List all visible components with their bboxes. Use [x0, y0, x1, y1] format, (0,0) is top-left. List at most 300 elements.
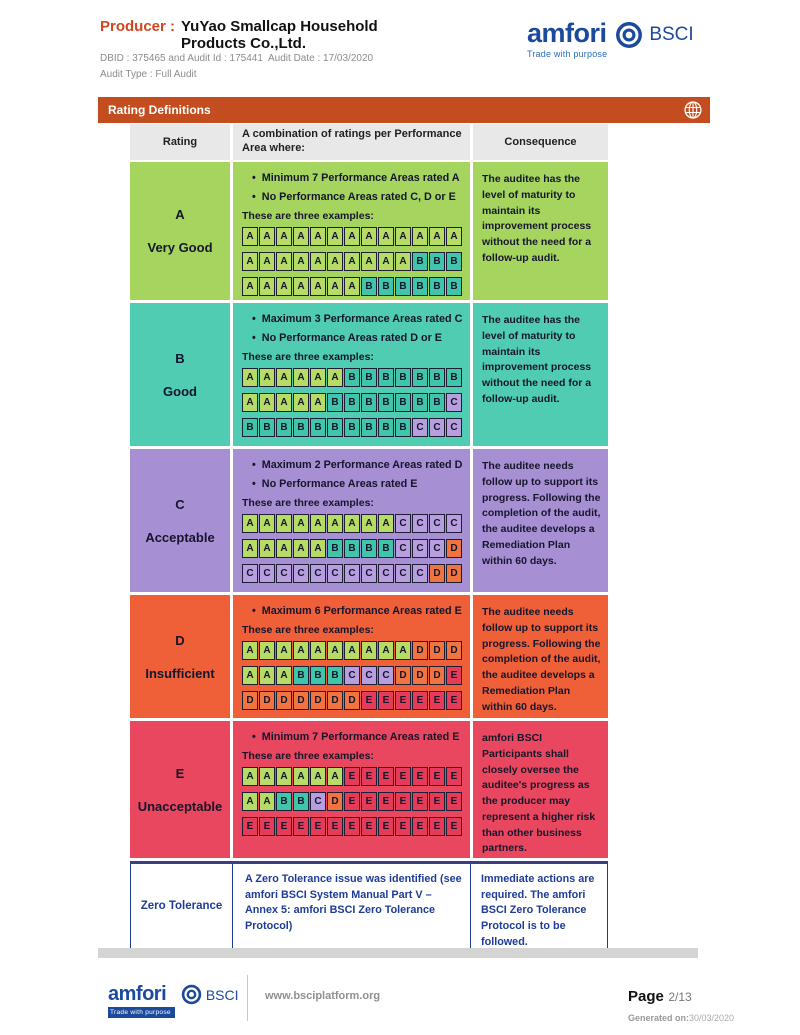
grade-box-C: C: [361, 666, 377, 685]
example-strip: [242, 641, 466, 660]
grade-box-B: B: [412, 277, 428, 296]
grade-box-A: A: [259, 393, 275, 412]
rating-label: Acceptable: [145, 529, 215, 545]
grade-box-A: A: [242, 227, 258, 246]
rating-grade: C: [175, 496, 185, 512]
grade-box-E: E: [378, 767, 394, 786]
grade-box-E: E: [344, 792, 360, 811]
bullet-text: Maximum 6 Performance Areas rated E: [261, 605, 462, 617]
footer-amfori-wordmark: amfori: [108, 983, 167, 1005]
grade-box-B: B: [429, 368, 445, 387]
grade-box-D: D: [412, 641, 428, 660]
grade-box-C: C: [429, 539, 445, 558]
footer-bsci-wordmark: BSCI: [205, 987, 239, 1003]
grade-box-A: A: [259, 252, 275, 271]
grade-box-E: E: [361, 767, 377, 786]
grade-box-D: D: [395, 666, 411, 685]
grade-box-B: B: [378, 277, 394, 296]
bsci-wordmark: BSCI: [649, 24, 694, 45]
rating-rows: [130, 162, 608, 858]
grade-box-C: C: [412, 564, 428, 583]
grade-box-E: E: [310, 817, 326, 836]
grade-box-B: B: [429, 277, 445, 296]
grade-box-A: A: [344, 641, 360, 660]
grade-box-A: A: [327, 227, 343, 246]
grade-box-E: E: [446, 767, 462, 786]
combination-cell-E: [233, 721, 470, 858]
grade-box-A: A: [242, 393, 258, 412]
bullet-item: [242, 459, 466, 471]
grade-box-E: E: [327, 817, 343, 836]
example-strip: [242, 252, 466, 271]
bullet-icon: •: [252, 731, 256, 743]
grade-box-B: B: [378, 539, 394, 558]
grade-box-D: D: [242, 691, 258, 710]
grade-box-B: B: [395, 277, 411, 296]
rating-label: Unacceptable: [137, 798, 223, 814]
footer-page: [628, 988, 692, 1006]
rating-grade: E: [175, 765, 185, 781]
grade-box-A: A: [259, 767, 275, 786]
grade-box-A: A: [361, 227, 377, 246]
grade-box-A: A: [242, 767, 258, 786]
header-combination: A combination of ratings per Performance Area where:: [233, 124, 470, 160]
grade-box-D: D: [446, 641, 462, 660]
grade-box-A: A: [259, 277, 275, 296]
amfori-wordmark: amfori: [527, 18, 607, 48]
grade-box-C: C: [378, 564, 394, 583]
example-strip: [242, 666, 466, 685]
grade-box-B: B: [344, 418, 360, 437]
grade-box-B: B: [327, 666, 343, 685]
grade-box-A: A: [259, 641, 275, 660]
bullet-icon: •: [252, 478, 256, 490]
grade-box-E: E: [344, 767, 360, 786]
grade-box-D: D: [446, 539, 462, 558]
grade-box-A: A: [293, 252, 309, 271]
grade-box-B: B: [446, 277, 462, 296]
rating-row-A: [130, 162, 608, 300]
grade-box-B: B: [429, 252, 445, 271]
section-title: Rating Definitions: [108, 103, 211, 117]
bullet-icon: •: [252, 313, 256, 325]
bullet-icon: •: [252, 605, 256, 617]
grade-box-A: A: [293, 227, 309, 246]
grade-box-A: A: [310, 368, 326, 387]
combination-cell-C: [233, 449, 470, 592]
amfori-bsci-logo: [527, 20, 694, 59]
grade-box-B: B: [361, 277, 377, 296]
bullet-icon: •: [252, 332, 256, 344]
rating-grade: A: [175, 207, 185, 222]
grade-box-A: A: [310, 514, 326, 533]
grade-box-A: A: [327, 368, 343, 387]
grade-box-A: A: [327, 252, 343, 271]
footer-amfori-bsci-logo: [108, 984, 239, 1018]
grade-box-A: A: [242, 514, 258, 533]
bullet-item: [242, 313, 466, 325]
example-strip: [242, 514, 466, 533]
grade-box-E: E: [378, 817, 394, 836]
rating-label: Good: [163, 383, 197, 399]
bullet-text: Minimum 7 Performance Areas rated E: [261, 731, 460, 743]
grade-box-A: A: [412, 227, 428, 246]
header-rating: Rating: [130, 124, 230, 160]
grade-box-E: E: [395, 691, 411, 710]
example-strip: [242, 817, 466, 836]
examples-label: These are three examples:: [242, 624, 374, 636]
grade-box-A: A: [276, 641, 292, 660]
grade-box-C: C: [276, 564, 292, 583]
grade-box-C: C: [259, 564, 275, 583]
grade-box-E: E: [412, 817, 428, 836]
grade-box-A: A: [395, 227, 411, 246]
grade-box-B: B: [446, 252, 462, 271]
grade-box-A: A: [259, 539, 275, 558]
rating-row-D: [130, 595, 608, 718]
grade-box-C: C: [446, 418, 462, 437]
grade-box-C: C: [395, 514, 411, 533]
grade-box-A: A: [361, 514, 377, 533]
page-bottom-band: [98, 948, 698, 958]
grade-box-C: C: [344, 564, 360, 583]
grade-box-A: A: [259, 792, 275, 811]
grade-box-B: B: [276, 792, 292, 811]
grade-box-C: C: [446, 514, 462, 533]
grade-box-C: C: [446, 393, 462, 412]
bullet-item: [242, 172, 466, 184]
rating-cell-A: [130, 162, 230, 300]
grade-box-A: A: [344, 277, 360, 296]
grade-box-A: A: [242, 792, 258, 811]
grade-box-E: E: [429, 691, 445, 710]
grade-box-A: A: [310, 252, 326, 271]
grade-box-E: E: [293, 817, 309, 836]
grade-box-D: D: [429, 666, 445, 685]
bullet-text: No Performance Areas rated C, D or E: [261, 191, 456, 203]
grade-box-A: A: [310, 641, 326, 660]
example-strip: [242, 564, 466, 583]
grade-box-D: D: [446, 564, 462, 583]
grade-box-A: A: [276, 666, 292, 685]
grade-box-A: A: [344, 227, 360, 246]
grade-box-E: E: [378, 792, 394, 811]
grade-box-A: A: [276, 227, 292, 246]
grade-box-E: E: [429, 767, 445, 786]
grade-box-B: B: [327, 393, 343, 412]
grade-box-B: B: [378, 393, 394, 412]
bullet-text: Maximum 3 Performance Areas rated C: [261, 313, 463, 325]
grade-box-E: E: [395, 767, 411, 786]
grade-box-A: A: [361, 252, 377, 271]
rating-cell-D: [130, 595, 230, 718]
grade-box-B: B: [412, 368, 428, 387]
footer-generated: [628, 1013, 734, 1023]
rating-grade: D: [175, 632, 185, 648]
grade-box-D: D: [429, 564, 445, 583]
grade-box-B: B: [361, 539, 377, 558]
grade-box-A: A: [259, 514, 275, 533]
grade-box-D: D: [327, 691, 343, 710]
example-strip: [242, 368, 466, 387]
grade-box-A: A: [276, 767, 292, 786]
grade-box-C: C: [412, 418, 428, 437]
grade-box-C: C: [344, 666, 360, 685]
examples-label: These are three examples:: [242, 351, 374, 363]
producer-name: YuYao Smallcap Household Products Co.,Ltd.: [181, 18, 378, 53]
logo-tagline: Trade with purpose: [527, 49, 608, 59]
grade-box-A: A: [276, 539, 292, 558]
rating-grade: B: [175, 350, 185, 366]
generated-label: Generated on:: [628, 1013, 690, 1023]
example-strip: [242, 227, 466, 246]
footer-divider: [247, 975, 248, 1021]
grade-box-C: C: [293, 564, 309, 583]
grade-box-A: A: [259, 666, 275, 685]
grade-box-E: E: [276, 817, 292, 836]
bullet-text: Minimum 7 Performance Areas rated A: [261, 172, 460, 184]
grade-box-A: A: [242, 368, 258, 387]
consequence-cell-D: The auditee needs follow up to support its progress. Following the completion of the audit, the auditee develops a Remediation Plan within 60 days.: [473, 595, 608, 718]
grade-box-E: E: [429, 792, 445, 811]
grade-box-D: D: [259, 691, 275, 710]
combination-cell-A: [233, 162, 470, 300]
grade-box-B: B: [327, 418, 343, 437]
grade-box-C: C: [429, 514, 445, 533]
example-strip: [242, 418, 466, 437]
examples-label: These are three examples:: [242, 497, 374, 509]
grade-box-B: B: [293, 418, 309, 437]
grade-box-A: A: [259, 368, 275, 387]
generated-date: 30/03/2020: [689, 1013, 735, 1023]
grade-box-A: A: [242, 666, 258, 685]
grade-box-E: E: [361, 792, 377, 811]
rating-cell-E: [130, 721, 230, 858]
grade-box-A: A: [378, 227, 394, 246]
footer-website: www.bsciplatform.org: [265, 990, 381, 1002]
grade-box-E: E: [395, 817, 411, 836]
grade-box-A: A: [327, 641, 343, 660]
grade-box-A: A: [276, 277, 292, 296]
grade-box-E: E: [395, 792, 411, 811]
grade-box-B: B: [378, 418, 394, 437]
bullet-item: [242, 478, 466, 490]
grade-box-C: C: [310, 564, 326, 583]
grade-box-D: D: [327, 792, 343, 811]
grade-box-C: C: [310, 792, 326, 811]
grade-box-A: A: [276, 393, 292, 412]
grade-box-A: A: [293, 539, 309, 558]
combination-cell-D: [233, 595, 470, 718]
rating-row-E: [130, 721, 608, 858]
grade-box-B: B: [395, 393, 411, 412]
example-strip: [242, 792, 466, 811]
grade-box-B: B: [412, 252, 428, 271]
grade-box-C: C: [361, 564, 377, 583]
grade-box-E: E: [344, 817, 360, 836]
examples-label: These are three examples:: [242, 750, 374, 762]
example-strip: [242, 691, 466, 710]
grade-box-B: B: [361, 368, 377, 387]
zero-tolerance-consequence: Immediate actions are required. The amfori BSCI Zero Tolerance Protocol is to be followed.: [470, 864, 608, 948]
grade-box-B: B: [242, 418, 258, 437]
grade-box-B: B: [378, 368, 394, 387]
grade-box-E: E: [378, 691, 394, 710]
grade-box-A: A: [327, 514, 343, 533]
grade-box-E: E: [446, 691, 462, 710]
grade-box-A: A: [446, 227, 462, 246]
grade-box-B: B: [344, 393, 360, 412]
grade-box-A: A: [293, 277, 309, 296]
grade-box-A: A: [242, 277, 258, 296]
grade-box-A: A: [276, 514, 292, 533]
grade-box-A: A: [378, 641, 394, 660]
bullet-icon: •: [252, 459, 256, 471]
grade-box-E: E: [429, 817, 445, 836]
grade-box-E: E: [361, 817, 377, 836]
rating-label: Insufficient: [145, 665, 215, 681]
grade-box-A: A: [310, 767, 326, 786]
globe-icon[interactable]: [683, 100, 703, 123]
grade-box-E: E: [412, 792, 428, 811]
grade-box-B: B: [310, 418, 326, 437]
grade-box-A: A: [327, 767, 343, 786]
grade-box-A: A: [276, 368, 292, 387]
bullet-text: No Performance Areas rated D or E: [261, 332, 442, 344]
grade-box-E: E: [361, 691, 377, 710]
grade-box-B: B: [429, 393, 445, 412]
grade-box-A: A: [378, 514, 394, 533]
grade-box-A: A: [293, 514, 309, 533]
grade-box-B: B: [395, 418, 411, 437]
grade-box-A: A: [242, 641, 258, 660]
grade-box-C: C: [378, 666, 394, 685]
table-header-row: [130, 124, 608, 160]
grade-box-A: A: [293, 767, 309, 786]
grade-box-A: A: [259, 227, 275, 246]
bullet-item: [242, 605, 466, 617]
grade-box-B: B: [310, 666, 326, 685]
grade-box-A: A: [242, 539, 258, 558]
grade-box-A: A: [327, 277, 343, 296]
grade-box-C: C: [242, 564, 258, 583]
bullet-icon: •: [252, 191, 256, 203]
grade-box-A: A: [293, 393, 309, 412]
grade-box-B: B: [361, 418, 377, 437]
grade-box-B: B: [412, 393, 428, 412]
bullet-item: [242, 191, 466, 203]
grade-box-A: A: [293, 641, 309, 660]
grade-box-D: D: [276, 691, 292, 710]
grade-box-E: E: [446, 817, 462, 836]
grade-box-A: A: [310, 277, 326, 296]
grade-box-B: B: [344, 368, 360, 387]
grade-box-B: B: [276, 418, 292, 437]
grade-box-D: D: [429, 641, 445, 660]
grade-box-A: A: [344, 252, 360, 271]
grade-box-D: D: [293, 691, 309, 710]
consequence-cell-C: The auditee needs follow up to support its progress. Following the completion of the audit, the auditee develops a Remediation Plan within 60 days.: [473, 449, 608, 592]
consequence-cell-A: The auditee has the level of maturity to maintain its improvement process without the need for a follow-up audit.: [473, 162, 608, 300]
grade-box-A: A: [429, 227, 445, 246]
zero-tolerance-combination: A Zero Tolerance issue was identified (see amfori BSCI System Manual Part V – Annex 5: amfori BSCI Zero Tolerance Protocol): [232, 864, 470, 948]
grade-box-A: A: [242, 252, 258, 271]
grade-box-C: C: [412, 514, 428, 533]
bullet-icon: •: [252, 172, 256, 184]
grade-box-B: B: [259, 418, 275, 437]
grade-box-A: A: [310, 539, 326, 558]
grade-box-E: E: [242, 817, 258, 836]
grade-box-B: B: [344, 539, 360, 558]
grade-box-E: E: [259, 817, 275, 836]
grade-box-A: A: [378, 252, 394, 271]
rating-cell-B: [130, 303, 230, 446]
rating-label: Very Good: [147, 240, 213, 255]
grade-box-B: B: [293, 792, 309, 811]
example-strip: [242, 539, 466, 558]
page-number: 2/13: [668, 990, 692, 1004]
producer-label: Producer :: [100, 18, 176, 35]
zero-tolerance-row: [130, 861, 608, 948]
grade-box-A: A: [310, 393, 326, 412]
grade-box-A: A: [310, 227, 326, 246]
rating-table: [130, 124, 608, 948]
bullet-text: No Performance Areas rated E: [261, 478, 418, 490]
grade-box-A: A: [344, 514, 360, 533]
grade-box-A: A: [293, 368, 309, 387]
examples-label: These are three examples:: [242, 210, 374, 222]
example-strip: [242, 277, 466, 296]
rating-row-C: [130, 449, 608, 592]
grade-box-B: B: [327, 539, 343, 558]
grade-box-B: B: [395, 368, 411, 387]
combination-cell-B: [233, 303, 470, 446]
grade-box-B: B: [361, 393, 377, 412]
grade-box-A: A: [361, 641, 377, 660]
amfori-ring-icon: [615, 21, 643, 54]
bullet-text: Maximum 2 Performance Areas rated D: [261, 459, 463, 471]
example-strip: [242, 393, 466, 412]
grade-box-A: A: [276, 252, 292, 271]
grade-box-D: D: [310, 691, 326, 710]
bullet-item: [242, 731, 466, 743]
grade-box-C: C: [412, 539, 428, 558]
rating-cell-C: [130, 449, 230, 592]
grade-box-C: C: [395, 564, 411, 583]
footer-logo-tagline: Trade with purpose: [108, 1007, 175, 1018]
bullet-item: [242, 332, 466, 344]
grade-box-E: E: [412, 767, 428, 786]
dbid-audit-id: DBID : 375465 and Audit Id : 175441: [100, 53, 263, 64]
zero-tolerance-label: Zero Tolerance: [130, 864, 232, 948]
grade-box-E: E: [446, 792, 462, 811]
grade-box-C: C: [395, 539, 411, 558]
grade-box-D: D: [344, 691, 360, 710]
example-strip: [242, 767, 466, 786]
rating-definitions-bar: [98, 97, 710, 123]
grade-box-E: E: [412, 691, 428, 710]
grade-box-C: C: [429, 418, 445, 437]
audit-type: Audit Type : Full Audit: [100, 69, 197, 80]
grade-box-C: C: [327, 564, 343, 583]
grade-box-D: D: [412, 666, 428, 685]
rating-row-B: [130, 303, 608, 446]
page-label: Page: [628, 988, 664, 1005]
consequence-cell-E: amfori BSCI Participants shall closely oversee the auditee's progress as the producer may represent a higher risk than other business partners.: [473, 721, 608, 858]
grade-box-A: A: [395, 641, 411, 660]
footer-amfori-ring-icon: [181, 984, 202, 1010]
grade-box-B: B: [293, 666, 309, 685]
